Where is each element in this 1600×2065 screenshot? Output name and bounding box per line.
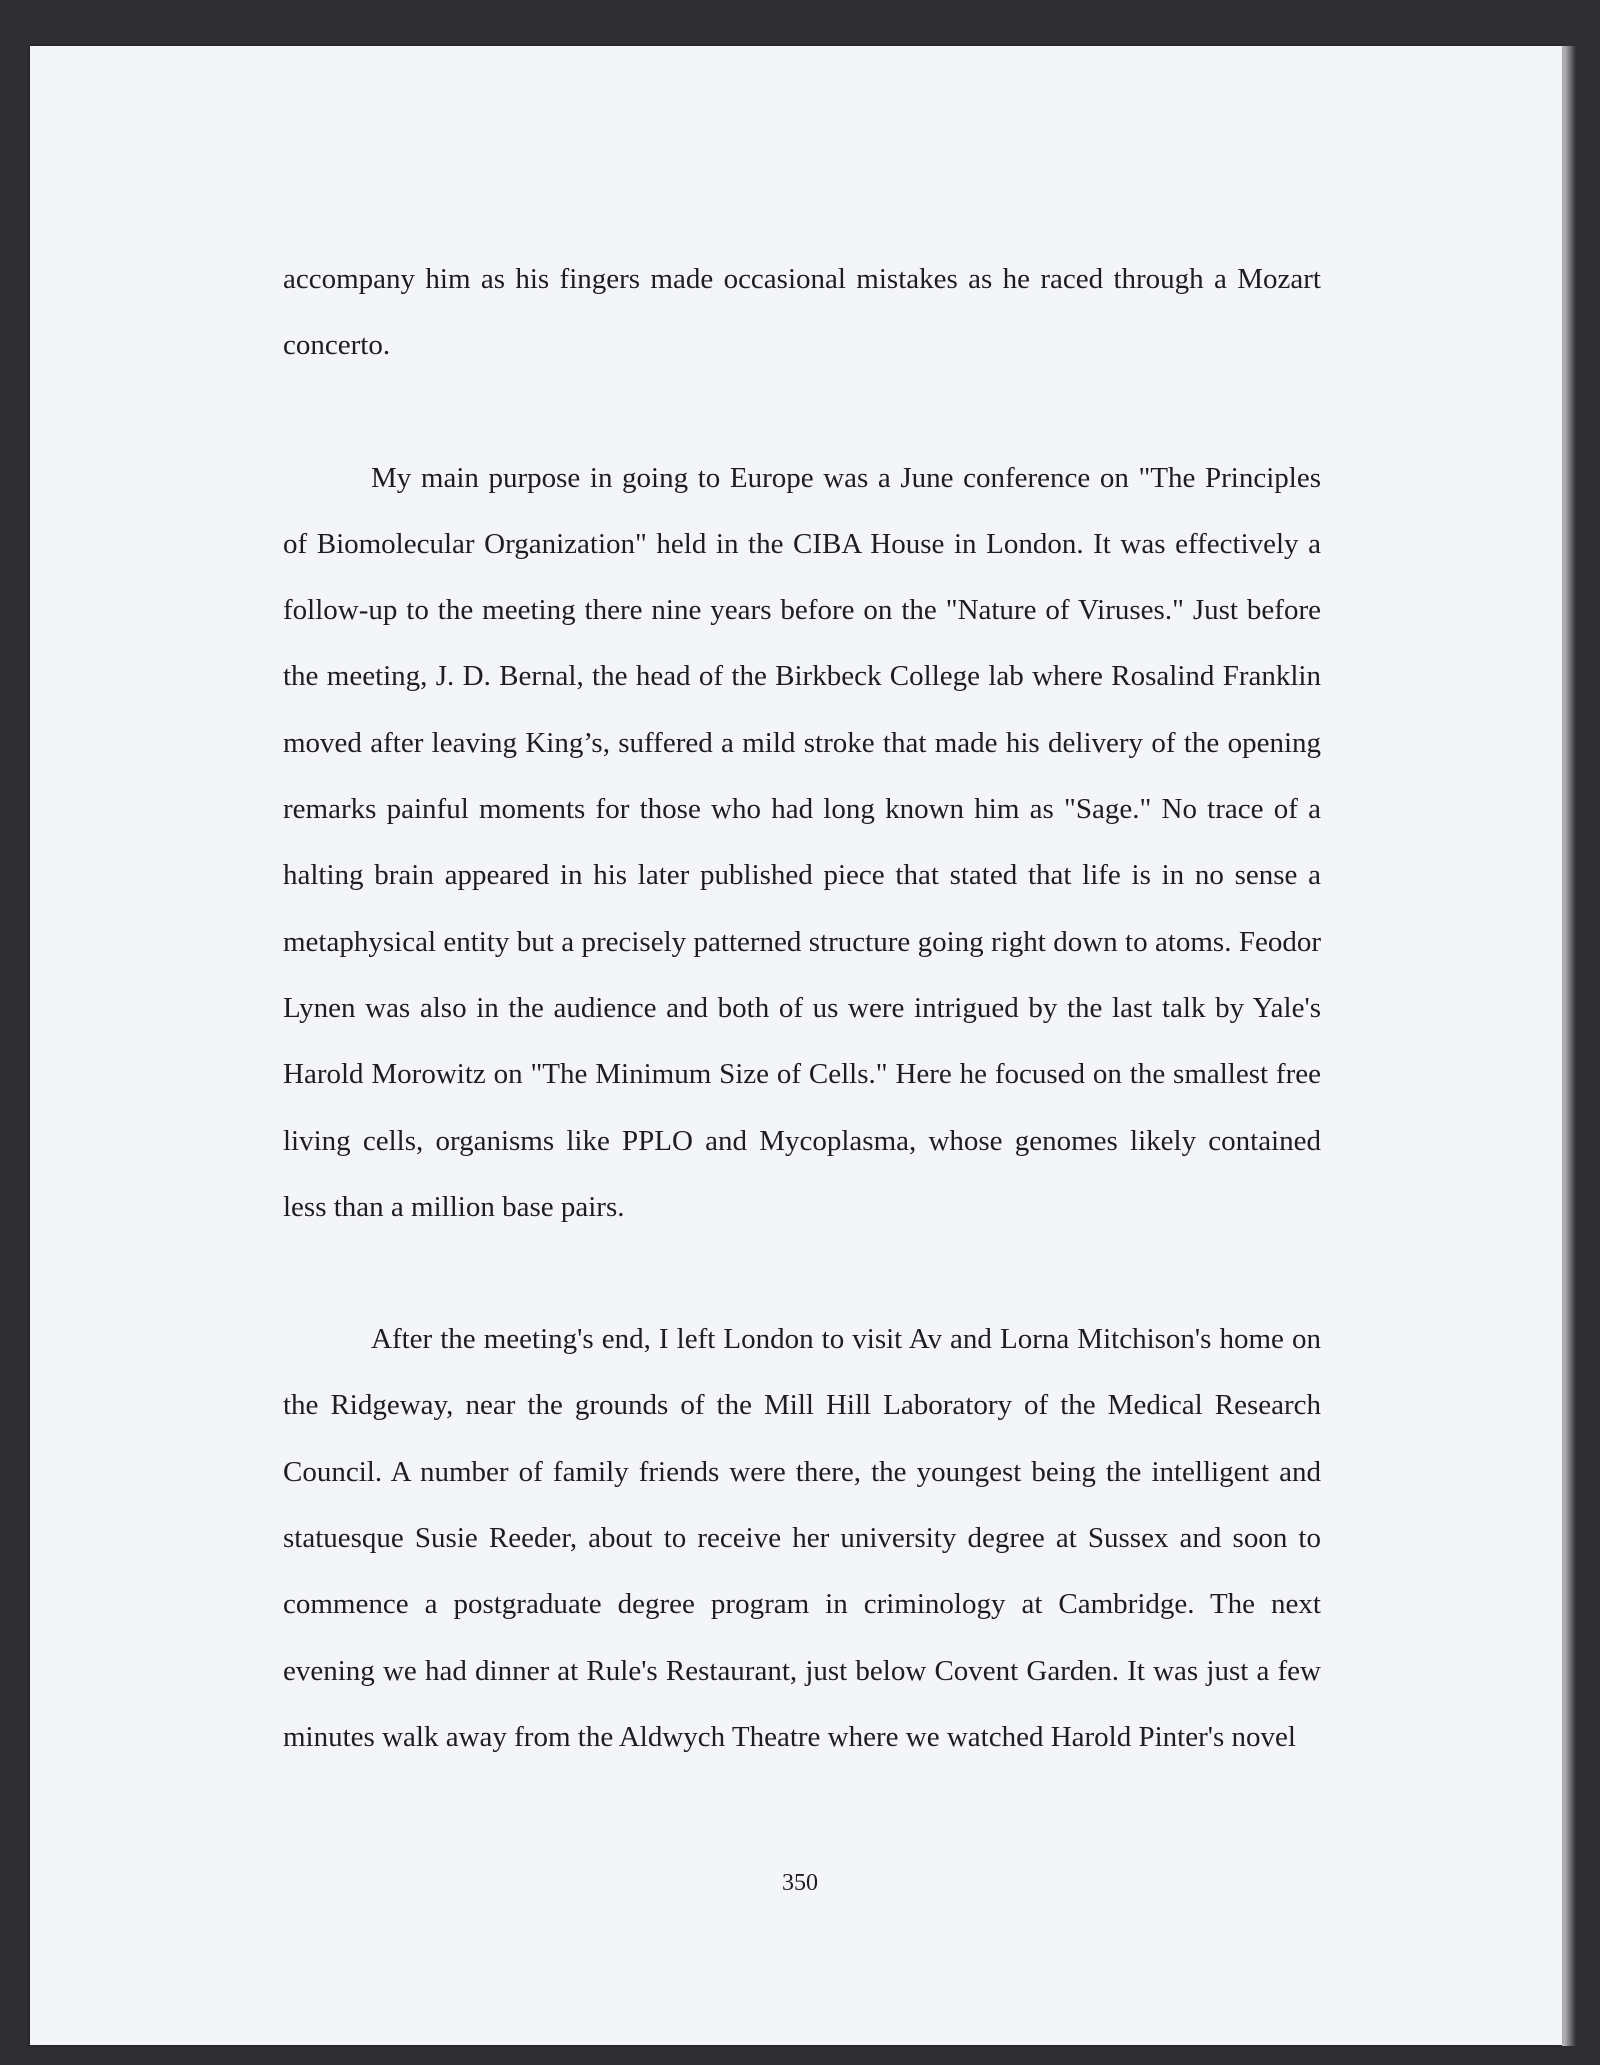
- paragraph-gap: [283, 1240, 1321, 1306]
- body-text: [283, 246, 1321, 1770]
- paragraph-conference: My main purpose in going to Europe was a June conference on "The Principles of Biomolecular Organization" held in the CIBA House in London. It was effectively a follow-up to the meeting there nine years before on the "Nature of Viruses." Just before the meeting, J. D. Bernal, the head of the Birkbeck College lab where Rosalind Franklin moved after leaving King’s, suffered a mild stroke that made his delivery of the opening remarks painful moments for those who had long known him as "Sage." No trace of a halting brain appeared in his later published piece that stated that life is in no sense a metaphysical entity but a precisely patterned structure going right down to atoms. Feodor Lynen was also in the audience and both of us were intrigued by the last talk by Yale's Harold Morowitz on "The Minimum Size of Cells." Here he focused on the smallest free living cells, organisms like PPLO and Mycoplasma, whose genomes likely contained less than a million base pairs.: [283, 461, 1321, 1223]
- page-edge-shadow: [1562, 46, 1576, 2046]
- paragraph-gap: [283, 379, 1321, 445]
- paragraph-after-meeting: After the meeting's end, I left London to visit Av and Lorna Mitchison's home on the Ridgeway, near the grounds of the Mill Hill Laboratory of the Medical Research Council. A number of family friends were there, the youngest being the intelligent and statuesque Susie Reeder, about to receive her university degree at Sussex and soon to commence a postgraduate degree program in criminology at Cambridge. The next evening we had dinner at Rule's Restaurant, just below Covent Garden. It was just a few minutes walk away from the Aldwych Theatre where we watched Harold Pinter's novel: [283, 1323, 1321, 1753]
- page-number: 350: [782, 1870, 818, 1896]
- paragraph-continued: accompany him as his fingers made occasional mistakes as he raced through a Mozart concerto.: [283, 263, 1321, 362]
